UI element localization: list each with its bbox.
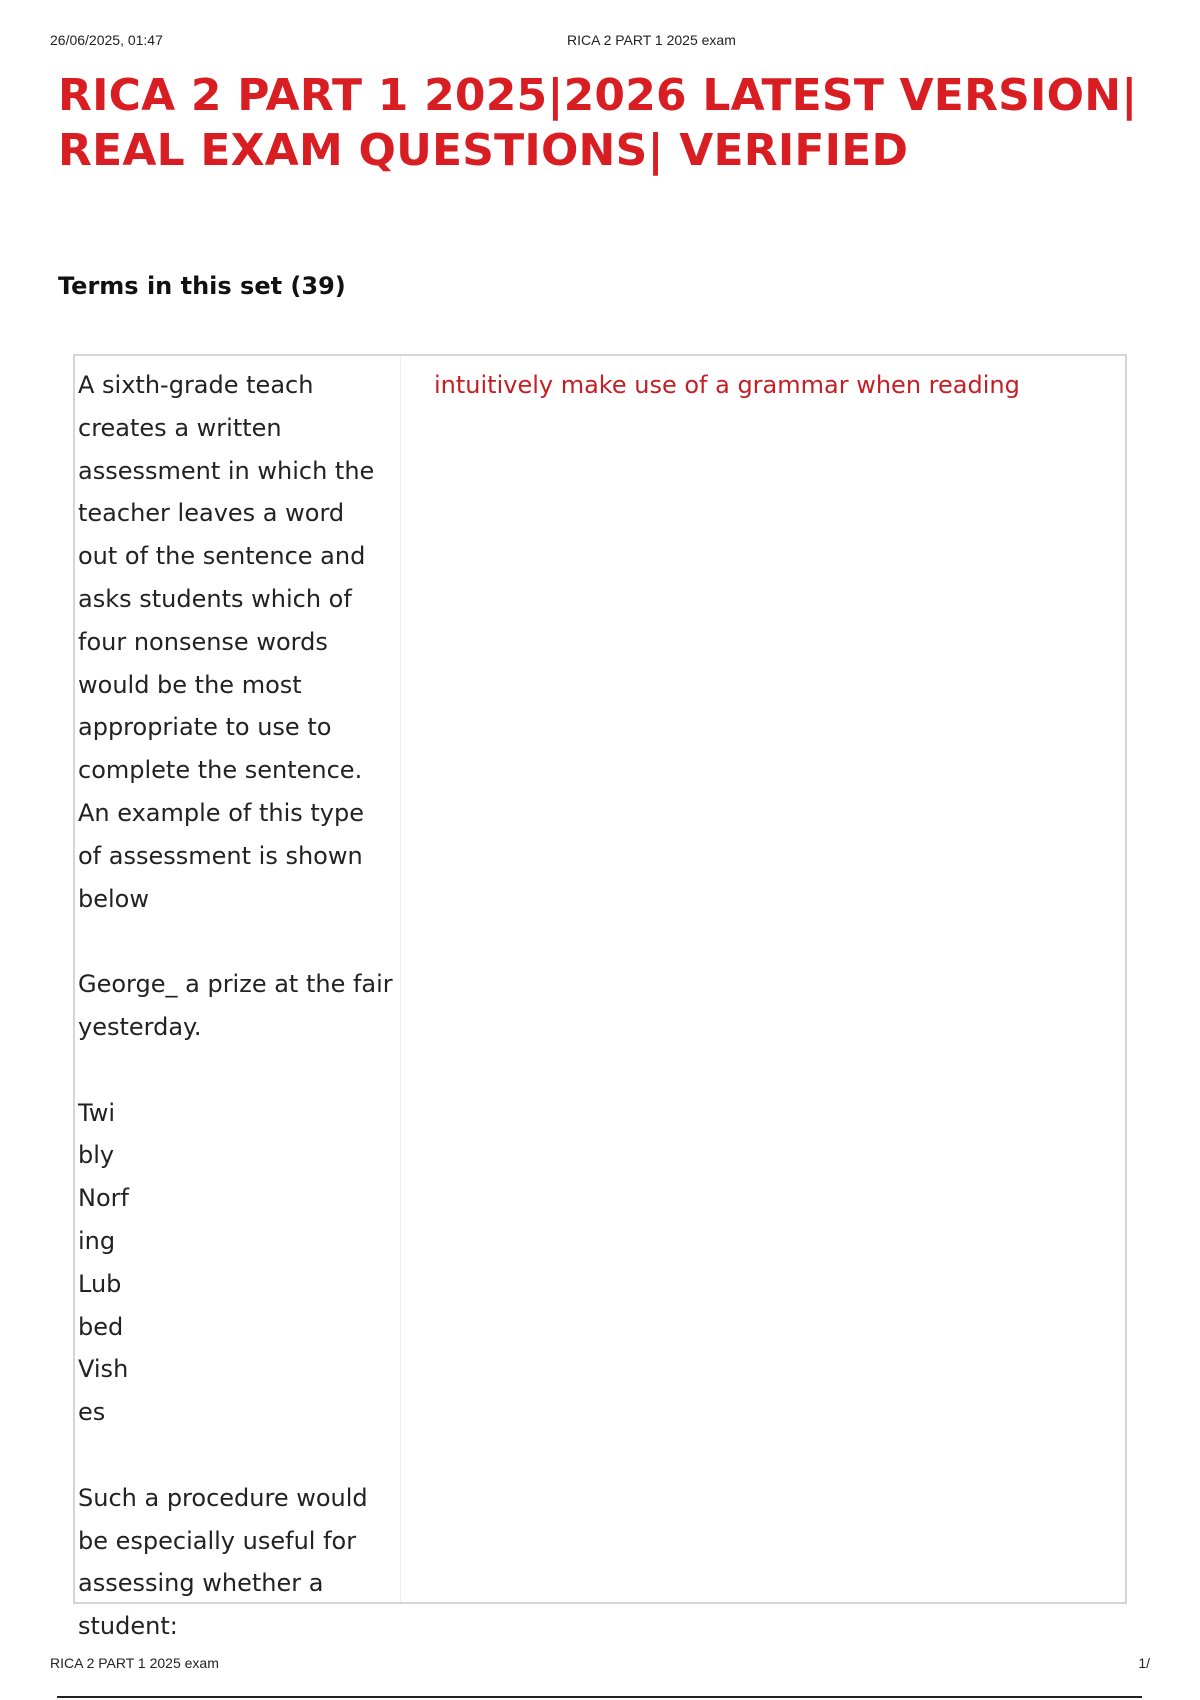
term-question: A sixth-grade teach creates a written assessment in which the teacher leaves a word out of the sentence and asks students which of four nonsense words would be the most appropriate to use to complete the sentence. An example of this type of assessment is shown below George_ a prize at the fair yesterday. Twi bly Norf ing Lub bed Vish es Such a procedure would be especially useful for assessing whether a student: [78, 371, 393, 1641]
document-title: RICA 2 PART 1 2025|2026 LATEST VERSION| REAL EXAM QUESTIONS| VERIFIED [58, 70, 1138, 176]
print-header [50, 32, 1150, 52]
table-divider [400, 356, 401, 1602]
footer-rule [57, 1696, 1142, 1698]
footer-title: RICA 2 PART 1 2025 exam [50, 1655, 219, 1671]
terms-count-heading: Terms in this set (39) [58, 272, 346, 300]
term-answer: intuitively make use of a grammar when reading [434, 371, 1020, 399]
print-footer [50, 1655, 1150, 1675]
terms-table [73, 354, 1127, 1641]
print-page-title: RICA 2 PART 1 2025 exam [567, 32, 736, 48]
page-number: 1/ [1138, 1655, 1150, 1671]
print-date: 26/06/2025, 01:47 [50, 32, 163, 48]
